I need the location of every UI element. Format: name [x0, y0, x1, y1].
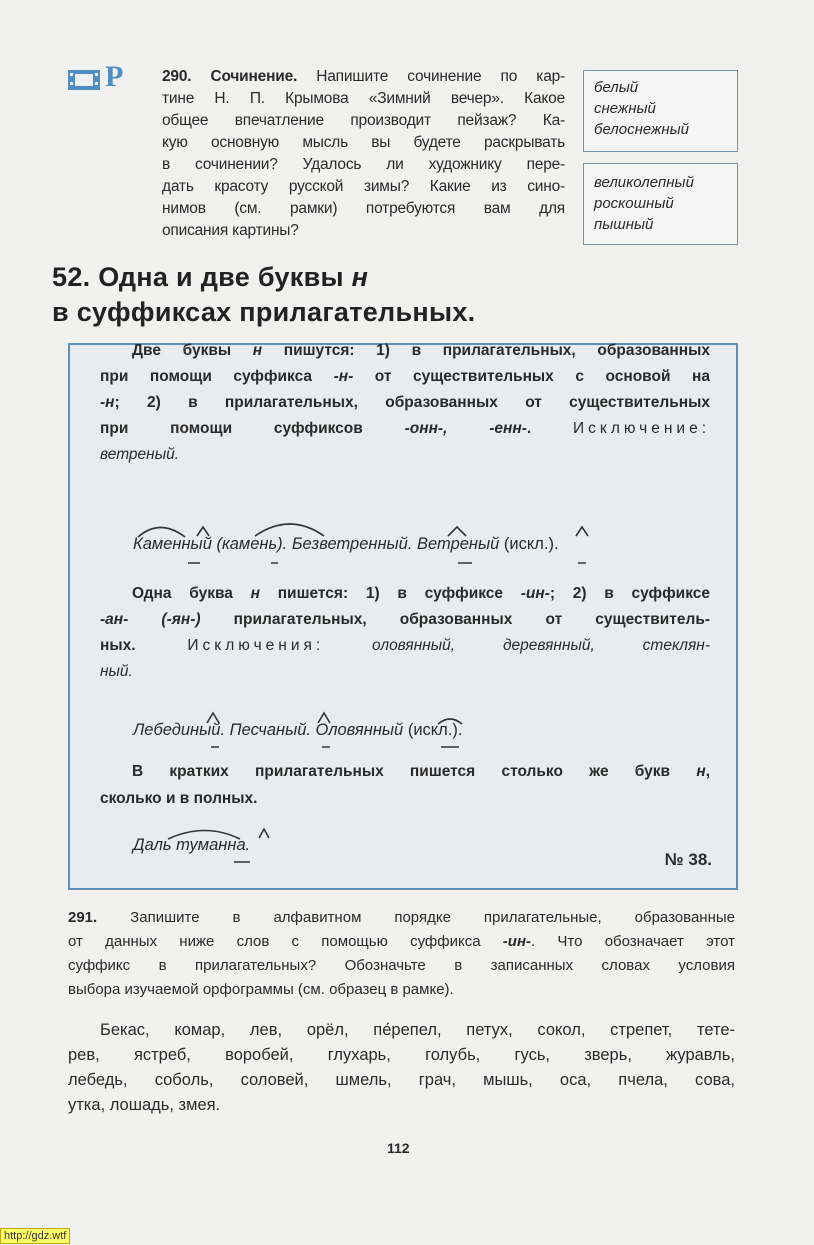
- text-line: [68, 909, 735, 926]
- text-segment: Исключение:: [572, 420, 710, 437]
- text-segment: Напишите сочинение по кар-: [297, 68, 566, 85]
- text-line: [162, 112, 565, 130]
- text-segment: н: [252, 342, 263, 359]
- text-segment: Одна буква: [132, 585, 251, 602]
- text-segment: ; 2) в прилагательных, образованных от существительных: [114, 394, 710, 411]
- text-segment: Даль туманна.: [133, 836, 251, 854]
- text-segment: ный.: [100, 663, 133, 680]
- text-line: [133, 721, 743, 740]
- text-segment: суффикс в прилагательных? Обозначьте в записанных словах условия: [68, 957, 735, 974]
- synonym: белый: [594, 79, 639, 96]
- text-line: [100, 394, 710, 412]
- text-segment: описания картины?: [162, 222, 299, 239]
- text-segment: В кратких прилагательных пишется столько же букв: [132, 763, 697, 780]
- text-line: [100, 342, 710, 360]
- text-line: [162, 134, 565, 152]
- text-segment: Исключения:: [135, 637, 325, 654]
- section-heading-letter: н: [351, 262, 369, 292]
- text-segment: от существительных с основой на: [353, 368, 711, 385]
- text-segment: 290. Сочинение.: [162, 68, 298, 85]
- text-line: [100, 611, 710, 629]
- text-segment: утка, лошадь, змея.: [68, 1096, 221, 1114]
- text-segment: Бекас, комар, лев, орёл, пе́репел, петух, сокол, стрепет, тете-: [100, 1021, 735, 1039]
- text-segment: Запишите в алфавитном порядке прилагательные, образованные: [97, 909, 735, 926]
- text-segment: от данных ниже слов с помощью суффикса: [68, 933, 503, 950]
- text-segment: при помощи суффиксов: [100, 420, 405, 437]
- section-heading: [52, 262, 368, 293]
- text-segment: -ин-: [520, 585, 550, 602]
- speech-development-marker: Р: [105, 60, 124, 93]
- text-segment: ветреный.: [100, 446, 180, 463]
- text-segment: Лебединый. Песчаный. Оловянный: [133, 721, 404, 739]
- synonym: пышный: [594, 216, 654, 233]
- text-line: [162, 90, 565, 108]
- text-line: [68, 933, 735, 950]
- text-line: [68, 1046, 735, 1065]
- text-line: [100, 446, 710, 464]
- text-line: [162, 222, 565, 240]
- text-line: [162, 178, 565, 196]
- text-segment: выбора изучаемой орфограммы (см. образец в рамке).: [68, 981, 454, 998]
- text-line: [68, 981, 735, 998]
- text-line: [68, 1096, 735, 1115]
- text-line: [68, 1071, 735, 1090]
- text-segment: общее впечатление производит пейзаж? Ка-: [162, 112, 565, 129]
- text-line: [68, 957, 735, 974]
- text-segment: в сочинении? Удалось ли художнику пере-: [162, 156, 565, 173]
- synonym: белоснежный: [594, 121, 689, 138]
- text-segment: н: [250, 585, 260, 602]
- text-segment: Две буквы: [132, 342, 253, 359]
- text-segment: 291.: [68, 909, 98, 926]
- text-segment: -онн-, -енн-: [404, 420, 527, 437]
- text-segment: лебедь, соболь, соловей, шмель, грач, мышь, оса, пчела, сова,: [68, 1071, 735, 1089]
- text-segment: -н: [100, 394, 115, 411]
- text-segment: дать красоту русской зимы? Какие из сино-: [162, 178, 565, 195]
- text-segment: ных.: [100, 637, 136, 654]
- text-segment: . Что обозначает этот: [531, 933, 735, 950]
- film-icon: [68, 68, 102, 97]
- text-line: [162, 68, 565, 86]
- text-line: [652, 850, 712, 870]
- text-line: [162, 200, 565, 218]
- text-segment: при помощи суффикса: [100, 368, 334, 385]
- page-number: 112: [387, 1140, 410, 1156]
- text-line: [100, 585, 710, 603]
- synonym: роскошный: [594, 195, 674, 212]
- synonym: великолепный: [594, 174, 694, 191]
- text-line: [100, 663, 710, 681]
- text-line: [162, 156, 565, 174]
- text-line: [100, 763, 710, 781]
- text-segment: н: [696, 763, 706, 780]
- text-segment: рев, ястреб, воробей, глухарь, голубь, гусь, зверь, журавль,: [68, 1046, 735, 1064]
- text-segment: пишется: 1) в суффиксе: [259, 585, 521, 602]
- section-heading-line2: в суффиксах прилагательных.: [52, 297, 476, 327]
- text-segment: ,: [705, 763, 710, 780]
- text-segment: (искл.).: [499, 535, 559, 553]
- text-line: [100, 368, 710, 386]
- synonyms-box-2: [583, 163, 738, 245]
- text-segment: ; 2) в суффиксе: [549, 585, 711, 602]
- synonym: снежный: [594, 100, 656, 117]
- text-segment: кую основную мысль вы будете раскрывать: [162, 134, 565, 151]
- section-heading-text: 52. Одна и две буквы: [52, 262, 344, 292]
- text-segment: -ин-: [502, 933, 531, 950]
- text-segment: Каменный (камень). Безветренный. Ветреный: [133, 535, 500, 553]
- text-line: [100, 420, 710, 438]
- text-segment: .: [526, 420, 573, 437]
- synonyms-box-1: [583, 70, 738, 152]
- text-segment: оловянный, деревянный, стеклян-: [324, 637, 710, 654]
- text-segment: тине Н. П. Крымова «Зимний вечер». Какое: [162, 90, 565, 107]
- text-segment: № 38.: [664, 850, 712, 869]
- text-segment: нимов (см. рамки) потребуются вам для: [162, 200, 565, 217]
- text-segment: прилагательных, образованных от существитель-: [200, 611, 711, 628]
- text-line: [68, 1021, 735, 1040]
- watermark-link[interactable]: http://gdz.wtf: [0, 1228, 70, 1244]
- text-segment: (искл.).: [403, 721, 463, 739]
- text-segment: сколько и в полных.: [100, 790, 258, 807]
- text-segment: -н-: [333, 368, 354, 385]
- text-line: [133, 535, 743, 554]
- text-segment: -ан- (-ян-): [100, 611, 201, 628]
- text-segment: пишутся: 1) в прилагательных, образованных: [262, 342, 710, 359]
- text-line: [100, 790, 710, 808]
- text-line: [100, 637, 710, 655]
